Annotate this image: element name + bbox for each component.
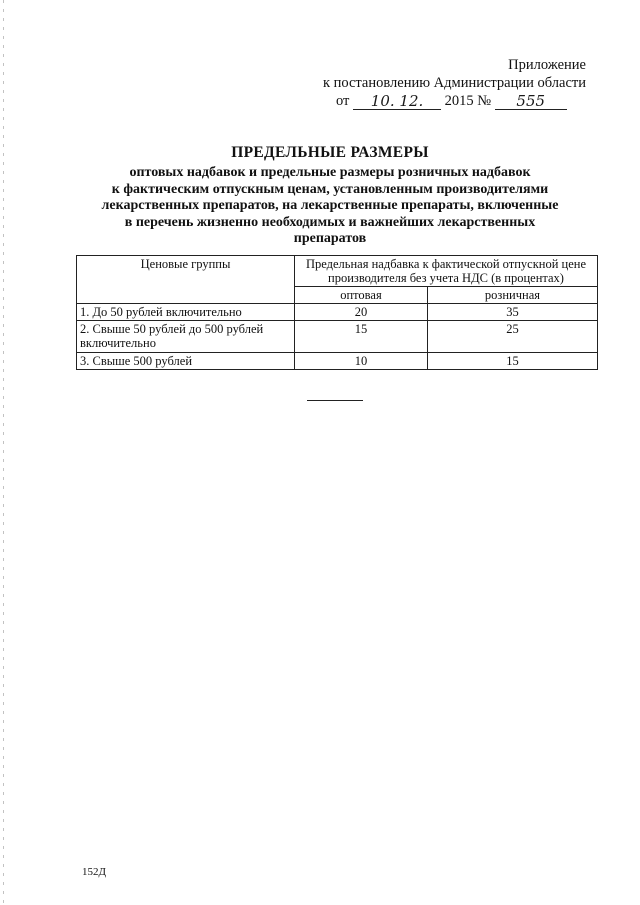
- from-label: от: [336, 93, 350, 109]
- row-retail-value: 25: [427, 321, 597, 353]
- table-header-row: [77, 256, 598, 287]
- subtitle-line: в перечень жизненно необходимых и важнейших лекарственных: [124, 214, 536, 230]
- document-title: [60, 143, 600, 248]
- markup-table: [76, 255, 598, 370]
- row-wholesale-value: 20: [295, 304, 428, 321]
- appendix-label: Приложение: [508, 57, 586, 73]
- table-row: [77, 321, 598, 353]
- row-wholesale-value: 10: [295, 353, 428, 370]
- resolution-reference: к постановлению Администрации области: [322, 75, 586, 91]
- row-retail-value: 35: [427, 304, 597, 321]
- year-number-label: 2015 №: [444, 93, 492, 109]
- subtitle-line: лекарственных препаратов, на лекарственные препараты, включенные: [101, 198, 559, 213]
- row-wholesale-value: 15: [295, 321, 428, 353]
- appendix-header: [286, 56, 586, 92]
- page-code: 152Д: [82, 866, 107, 878]
- title-subtitle: [60, 165, 600, 248]
- handwritten-number: 555: [495, 93, 567, 110]
- row-price-group: 2. Свыше 50 рублей до 500 рублей включительно: [77, 321, 295, 353]
- header-retail: розничная: [427, 287, 597, 304]
- header-markup: Предельная надбавка к фактической отпускной цене производителя без учета НДС (в процентах): [295, 256, 598, 287]
- table-row: [77, 353, 598, 370]
- row-price-group: 3. Свыше 500 рублей: [77, 353, 295, 370]
- row-retail-value: 15: [427, 353, 597, 370]
- subtitle-line: препаратов: [293, 231, 367, 246]
- handwritten-date: 10. 12.: [353, 93, 441, 110]
- subtitle-line: к фактическим отпускным ценам, установленным производителями: [111, 181, 549, 197]
- end-separator-line: [307, 400, 363, 401]
- scan-edge-marks: [3, 0, 4, 905]
- title-main: ПРЕДЕЛЬНЫЕ РАЗМЕРЫ: [231, 144, 429, 161]
- subtitle-line: оптовых надбавок и предельные размеры розничных надбавок: [129, 165, 531, 180]
- resolution-date-number: [336, 92, 586, 112]
- table-row: [77, 304, 598, 321]
- header-wholesale: оптовая: [295, 287, 428, 304]
- header-price-groups: Ценовые группы: [77, 256, 295, 304]
- row-price-group: 1. До 50 рублей включительно: [77, 304, 295, 321]
